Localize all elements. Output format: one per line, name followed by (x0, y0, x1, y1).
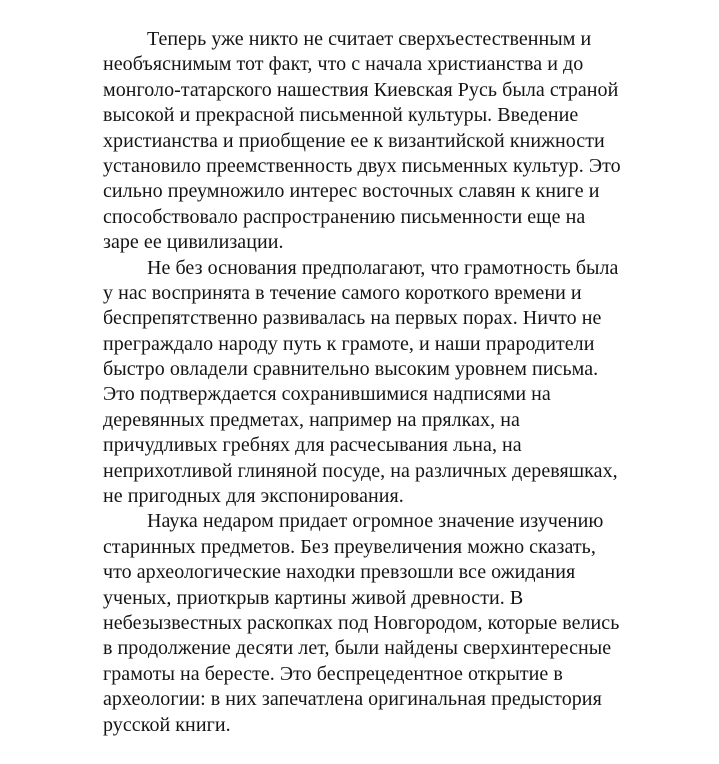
text-line: археологии: в них запечатлена оригинальная предыстория (103, 688, 602, 711)
text-line: Не без основания предполагают, что грамотность была (147, 256, 619, 279)
text-line: монголо-татарского нашествия Киевская Русь была страной (103, 78, 619, 101)
text-line: деревянных предметах, например на прялках, на (103, 408, 520, 431)
paragraph-1 (103, 27, 673, 256)
text-line: неприхотливой глиняной посуде, на различных деревяшках, (103, 459, 618, 482)
text-line: грамоты на бересте. Это беспрецедентное открытие в (103, 662, 563, 685)
text-line: в продолжение десяти лет, были найдены сверхинтересные (103, 637, 612, 660)
document-page (103, 27, 673, 738)
paragraph-2 (103, 256, 673, 510)
text-line: сильно преумножило интерес восточных славян к книге и (103, 180, 600, 203)
text-line: Теперь уже никто не считает сверхъестественным и (147, 28, 592, 50)
text-line: преграждало народу путь к грамоте, и наши прародители (103, 332, 595, 355)
text-line: причудливых гребнях для расчесывания льна, на (103, 434, 522, 457)
text-line: заре ее цивилизации. (103, 231, 284, 254)
text-line: не пригодных для экспонирования. (103, 485, 404, 508)
paragraph-3 (103, 509, 673, 738)
text-line: быстро овладели сравнительно высоким уровнем письма. (103, 358, 599, 381)
text-line: что археологические находки превзошли все ожидания (103, 561, 576, 584)
text-line: установило преемственность двух письменных культур. Это (103, 154, 621, 177)
text-line: небезызвестных раскопках под Новгородом, которые велись (103, 611, 620, 634)
text-line: у нас воспринята в течение самого короткого времени и (103, 281, 582, 304)
text-line: высокой и прекрасной письменной культуры. Введение (103, 104, 579, 127)
text-line: способствовало распространению письменности еще на (103, 205, 586, 228)
text-line: беспрепятственно развивалась на первых порах. Ничто не (103, 307, 602, 330)
text-line: Это подтверждается сохранившимися надписями на (103, 383, 551, 406)
text-line: Наука недаром придает огромное значение изучению (147, 510, 604, 533)
text-line: ученых, приоткрыв картины живой древности. В (103, 586, 524, 609)
text-line: русской книги. (103, 713, 231, 736)
text-line: старинных предметов. Без преувеличения можно сказать, (103, 535, 596, 558)
text-line: христианства и приобщение ее к византийской книжности (103, 129, 605, 152)
text-line: необъяснимым тот факт, что с начала христианства и до (103, 53, 584, 76)
